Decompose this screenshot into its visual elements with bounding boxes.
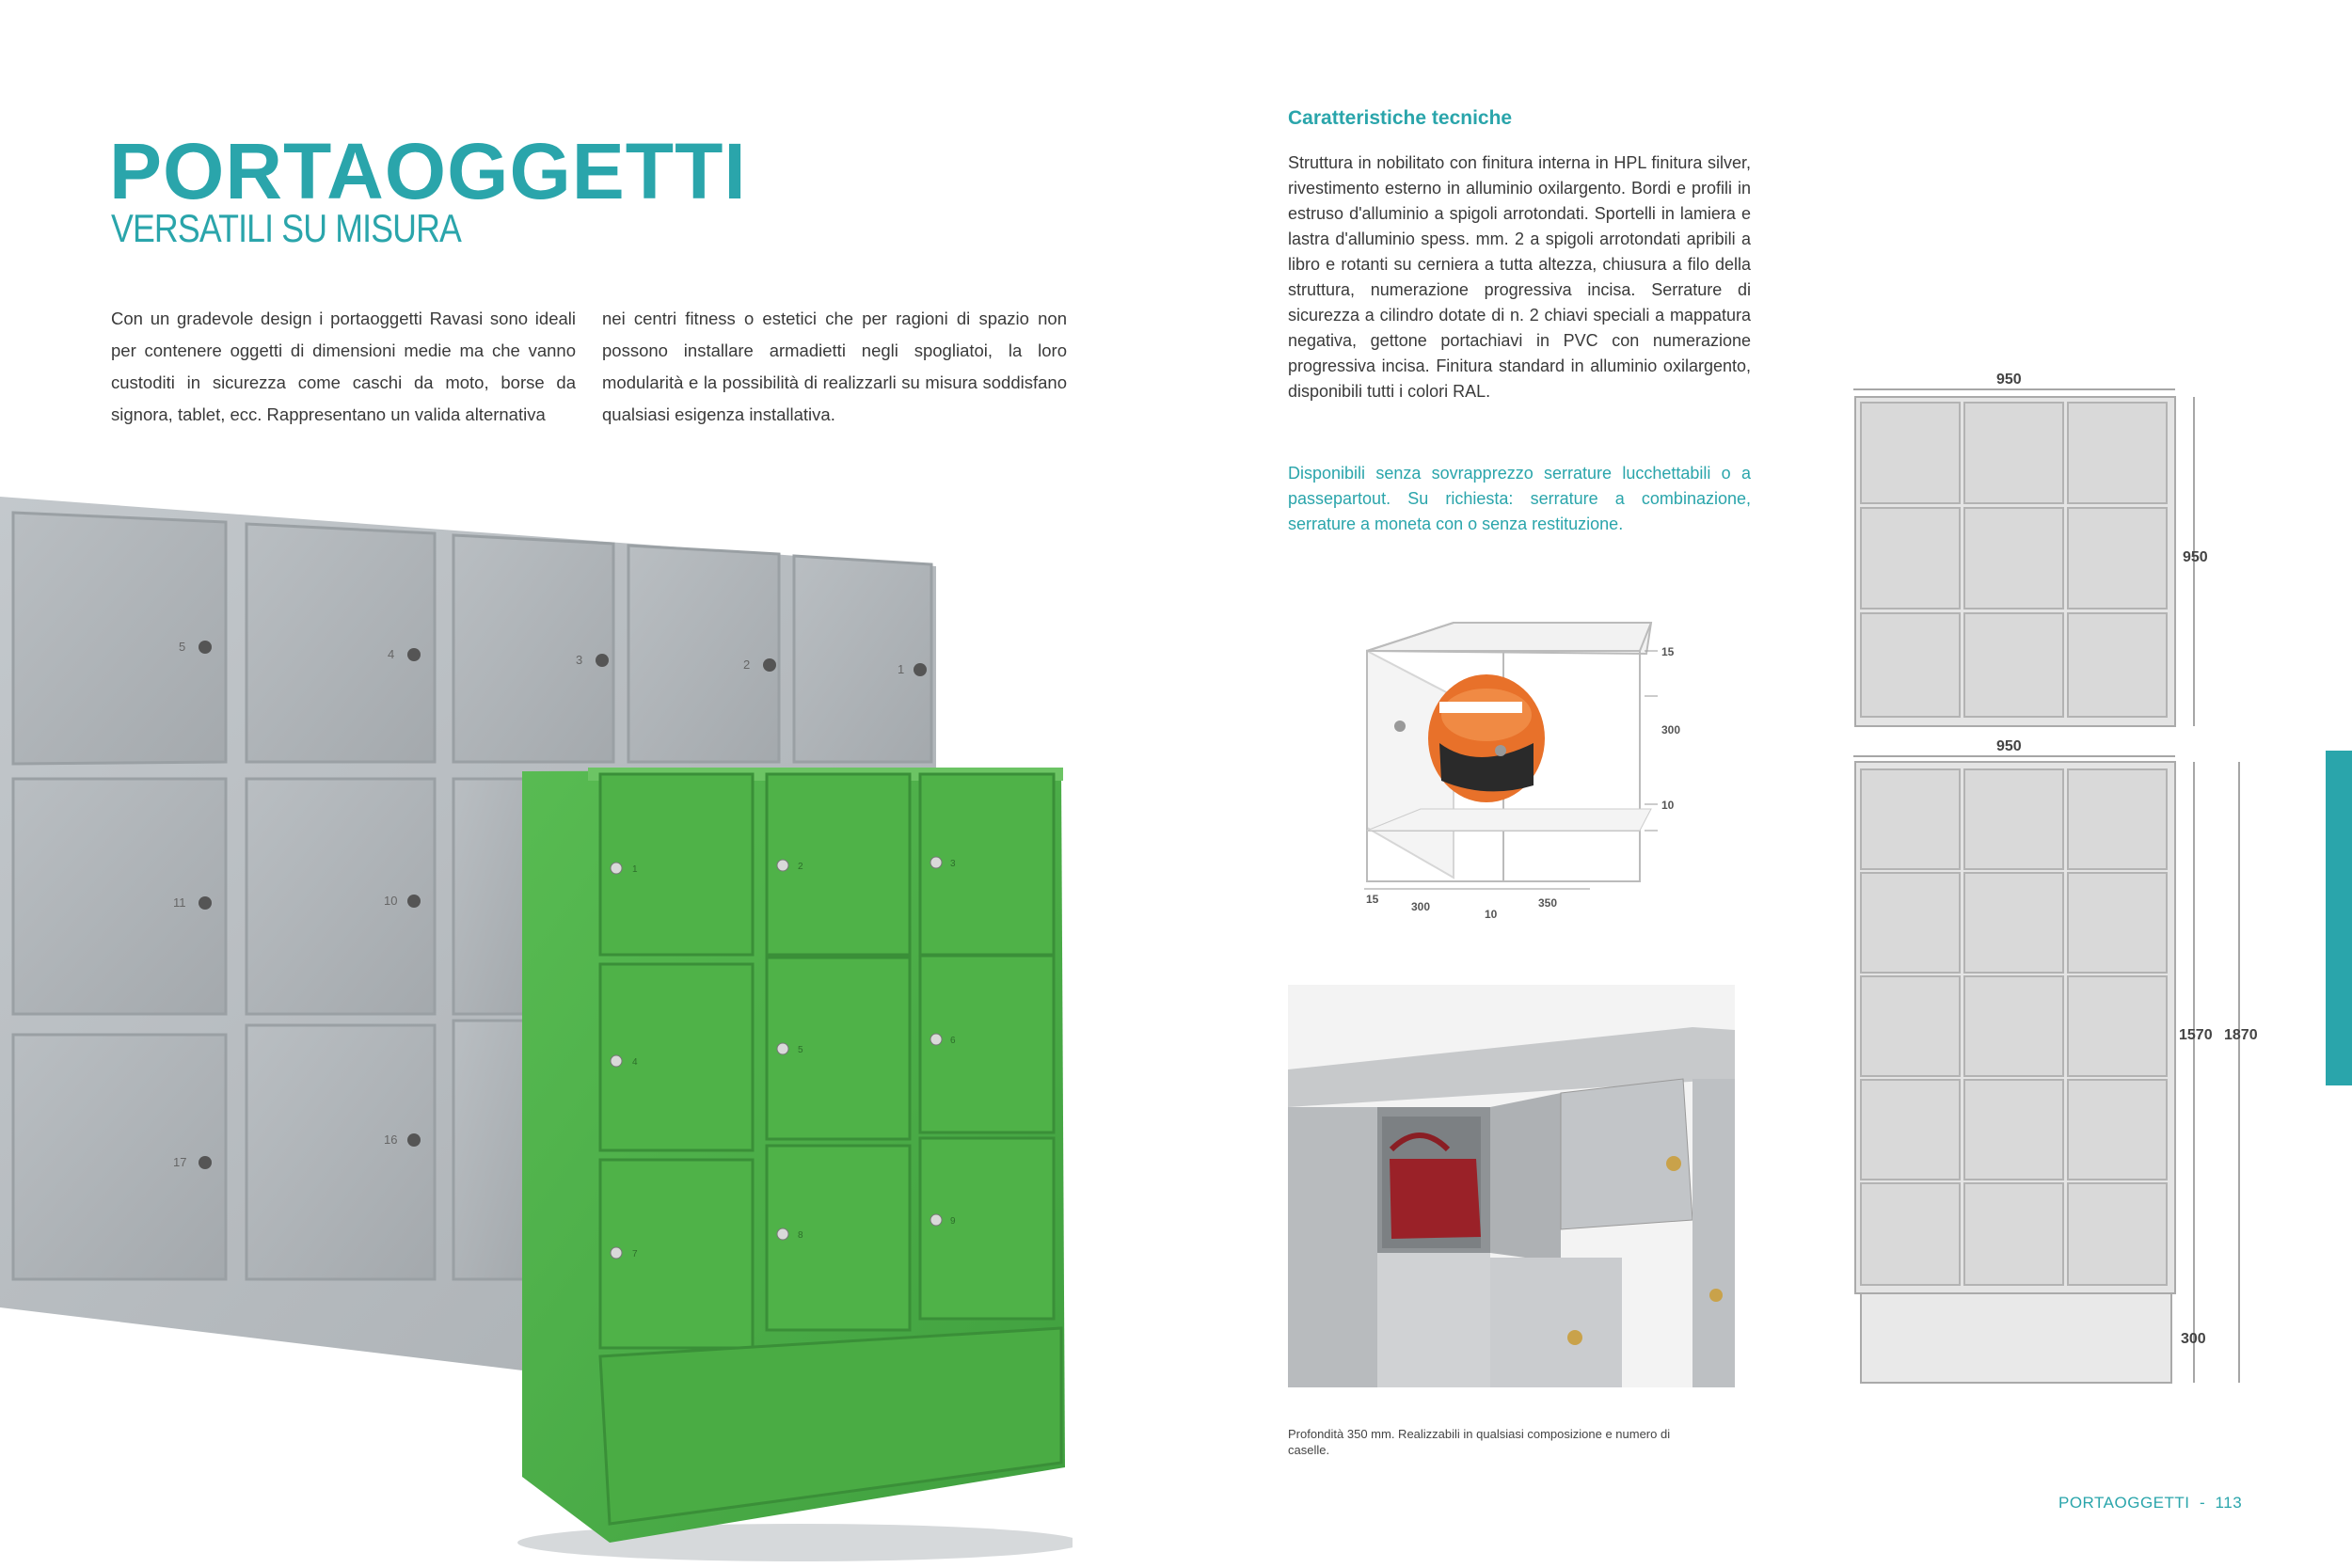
green-locker-number: 2 xyxy=(798,862,803,872)
intro-column-2: nei centri fitness o estetici che per ragioni di spazio non possono installare armadietti negli spogliatoi, la loro modularità e la possibilità di realizzarli su misura soddisfano qualsiasi esigenza installativa. xyxy=(602,309,1067,424)
helmet-locker-diagram xyxy=(1345,611,1722,950)
green-locker-cabinet xyxy=(517,768,1073,1561)
page-subtitle: VERSATILI SU MISURA xyxy=(111,206,462,250)
top-width-label: 950 xyxy=(1996,372,2022,388)
handbag-locker-photo xyxy=(1288,985,1735,1387)
base-height-label: 300 xyxy=(2181,1331,2206,1347)
image-caption: Profondità 350 mm. Realizzabili in qualsiasi composizione e numero di caselle. xyxy=(1288,1427,1671,1457)
grey-locker-number: 1 xyxy=(898,662,905,676)
grey-locker-number: 4 xyxy=(388,647,395,661)
bottom-width-label: 950 xyxy=(1996,738,2022,754)
grey-locker-number: 3 xyxy=(576,653,583,667)
dimension-label: 15 xyxy=(1661,645,1675,658)
green-locker-number: 1 xyxy=(632,864,638,875)
top-height-label: 950 xyxy=(2183,549,2208,565)
section-tab xyxy=(2326,751,2352,1085)
green-locker-number: 8 xyxy=(798,1230,803,1241)
intro-column-1: Con un gradevole design i portaoggetti Ravasi sono ideali per contenere oggetti di dimensioni medie ma che vanno custoditi in sicurezza come caschi da moto, borse da signora, tablet, ecc. Rappresentano un valida alternativa xyxy=(111,309,576,424)
grey-locker-number: 2 xyxy=(743,657,751,672)
grey-locker-number: 10 xyxy=(384,894,398,908)
locker-photo xyxy=(0,470,1073,1568)
green-locker-number: 6 xyxy=(950,1036,956,1046)
dimension-label: 350 xyxy=(1538,896,1558,910)
grey-locker-number: 17 xyxy=(173,1155,187,1169)
dimension-label: 10 xyxy=(1485,908,1498,921)
dimension-label: 300 xyxy=(1411,900,1431,913)
dimension-label: 15 xyxy=(1366,893,1379,906)
grey-locker-number: 5 xyxy=(179,640,186,654)
green-locker-number: 4 xyxy=(632,1057,638,1068)
dimension-label: 300 xyxy=(1661,723,1681,736)
grey-locker-number: 11 xyxy=(173,895,186,910)
total-height-label: 1870 xyxy=(2224,1027,2258,1043)
elevation-drawings xyxy=(1844,367,2277,1411)
tech-body: Struttura in nobilitato con finitura interna in HPL finitura silver, rivestimento esterno in alluminio oxilargento. Bordi e profili in estruso d'alluminio a spigoli arrotondati. Sportelli in lamiera e lastra d'alluminio spess. mm. 2 a spigoli arrotondati apribili a libro e rotanti su cerniera a tutta altezza, chiusura a filo della struttura, numerazione progressiva incisa. Serrature di sicurezza a cilindro dotate di n. 2 chiavi speciali a mappatura negativa, gettone portachiavi in PVC con numerazione progressiva incisa. Finitura standard in alluminio oxilargento, disponibili tutti i colori RAL. xyxy=(1288,153,1751,401)
tech-heading: Caratteristiche tecniche xyxy=(1288,107,1513,129)
grey-locker-number: 16 xyxy=(384,1132,398,1147)
page-footer: PORTAOGGETTI - 113 xyxy=(2058,1494,2243,1512)
green-locker-number: 3 xyxy=(950,859,956,869)
green-locker-number: 5 xyxy=(798,1045,803,1055)
green-locker-number: 7 xyxy=(632,1249,638,1259)
inner-height-label: 1570 xyxy=(2179,1027,2213,1043)
tech-options: Disponibili senza sovrapprezzo serrature lucchettabili o a passepartout. Su richiesta: serrature a combinazione, serrature a moneta con o senza restituzione. xyxy=(1288,464,1751,533)
page-title: PORTAOGGETTI xyxy=(109,127,747,215)
dimension-label: 10 xyxy=(1661,799,1675,812)
green-locker-number: 9 xyxy=(950,1216,956,1227)
